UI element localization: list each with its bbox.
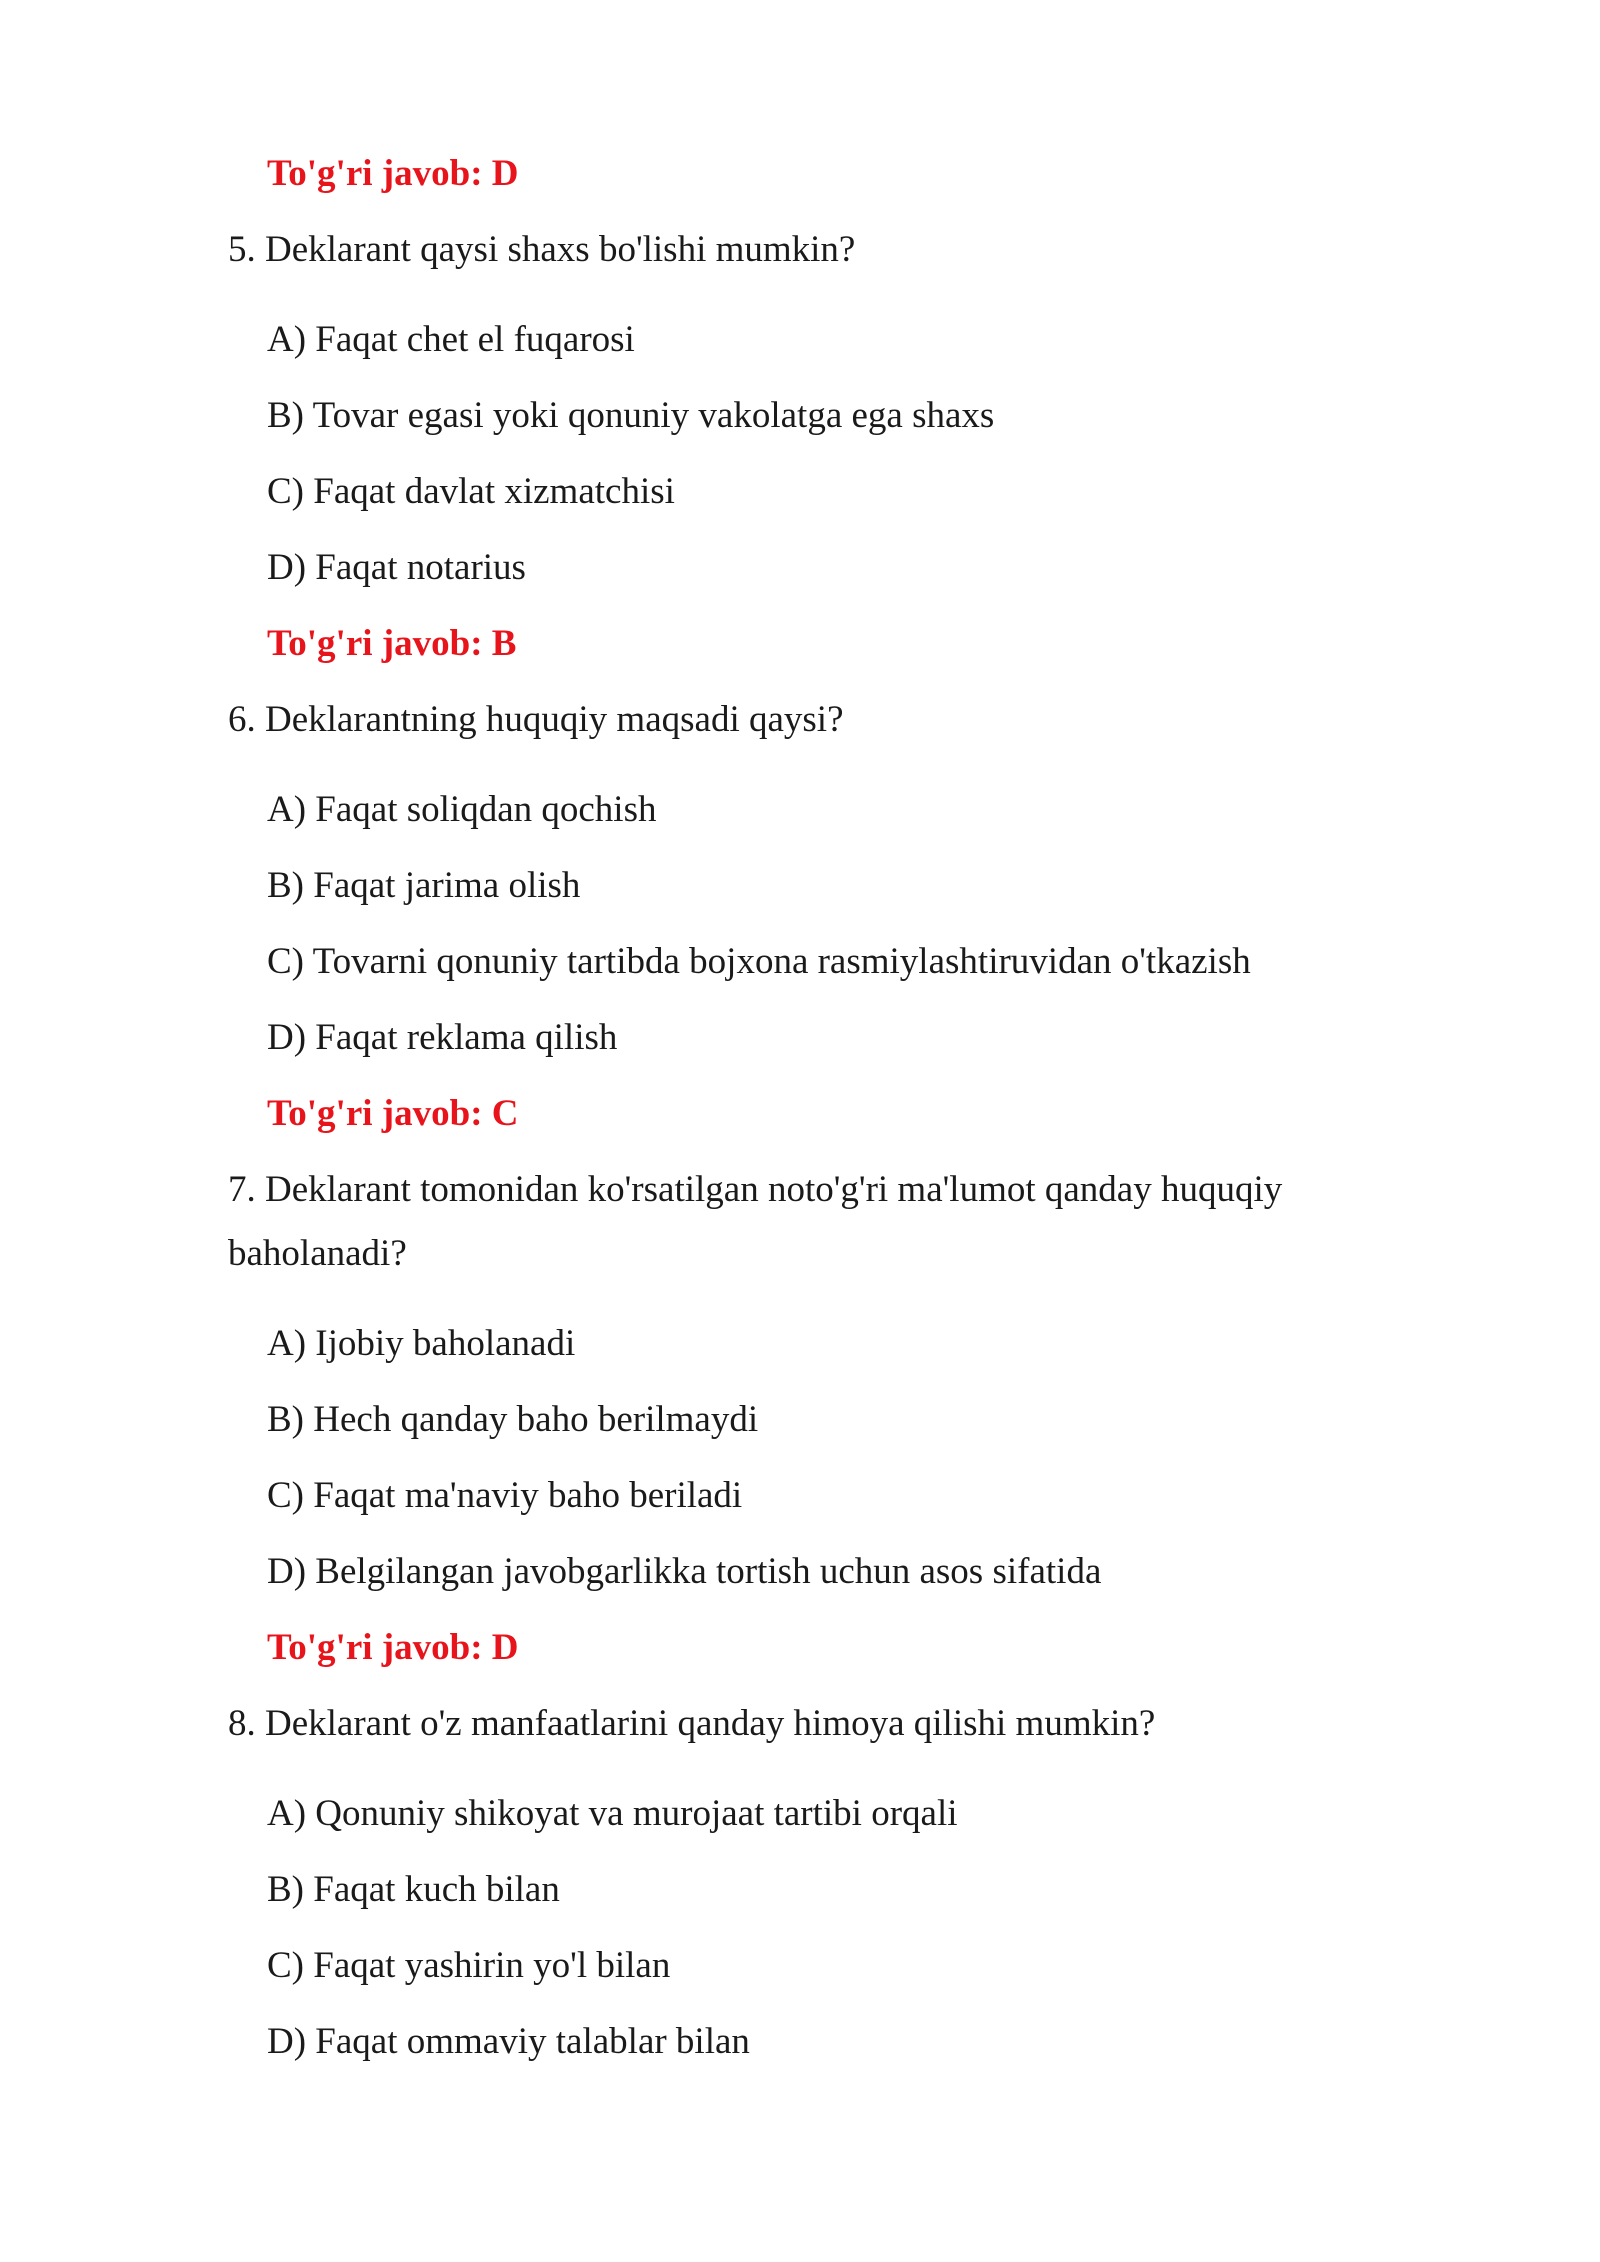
option-c: C) Faqat yashirin yo'l bilan xyxy=(267,1945,671,1986)
option-b: B) Hech qanday baho berilmaydi xyxy=(267,1399,759,1440)
option-c: C) Faqat davlat xizmatchisi xyxy=(267,471,675,512)
question-text: 7. Deklarant tomonidan ko'rsatilgan noto'g'ri ma'lumot qanday huquqiy xyxy=(228,1169,1283,1210)
question-text: 6. Deklarantning huquqiy maqsadi qaysi? xyxy=(228,699,844,740)
answer-label: To'g'ri javob: D xyxy=(267,1627,519,1668)
option-b: B) Tovar egasi yoki qonuniy vakolatga ega shaxs xyxy=(267,395,995,436)
option-d: D) Belgilangan javobgarlikka tortish uchun asos sifatida xyxy=(267,1551,1102,1592)
question-text-continued: baholanadi? xyxy=(228,1233,407,1274)
option-b: B) Faqat jarima olish xyxy=(267,865,581,906)
option-c: C) Tovarni qonuniy tartibda bojxona rasmiylashtiruvidan o'tkazish xyxy=(267,941,1251,982)
option-b: B) Faqat kuch bilan xyxy=(267,1869,560,1910)
option-a: A) Faqat soliqdan qochish xyxy=(267,789,657,830)
option-d: D) Faqat ommaviy talablar bilan xyxy=(267,2021,750,2062)
option-a: A) Qonuniy shikoyat va murojaat tartibi orqali xyxy=(267,1793,958,1834)
answer-label: To'g'ri javob: C xyxy=(267,1093,519,1134)
answer-label: To'g'ri javob: B xyxy=(267,623,517,664)
question-text: 5. Deklarant qaysi shaxs bo'lishi mumkin? xyxy=(228,229,856,270)
option-d: D) Faqat reklama qilish xyxy=(267,1017,618,1058)
question-text: 8. Deklarant o'z manfaatlarini qanday himoya qilishi mumkin? xyxy=(228,1703,1156,1744)
option-c: C) Faqat ma'naviy baho beriladi xyxy=(267,1475,743,1516)
option-d: D) Faqat notarius xyxy=(267,547,526,588)
option-a: A) Ijobiy baholanadi xyxy=(267,1323,576,1364)
answer-label: To'g'ri javob: D xyxy=(267,153,519,194)
option-a: A) Faqat chet el fuqarosi xyxy=(267,319,635,360)
